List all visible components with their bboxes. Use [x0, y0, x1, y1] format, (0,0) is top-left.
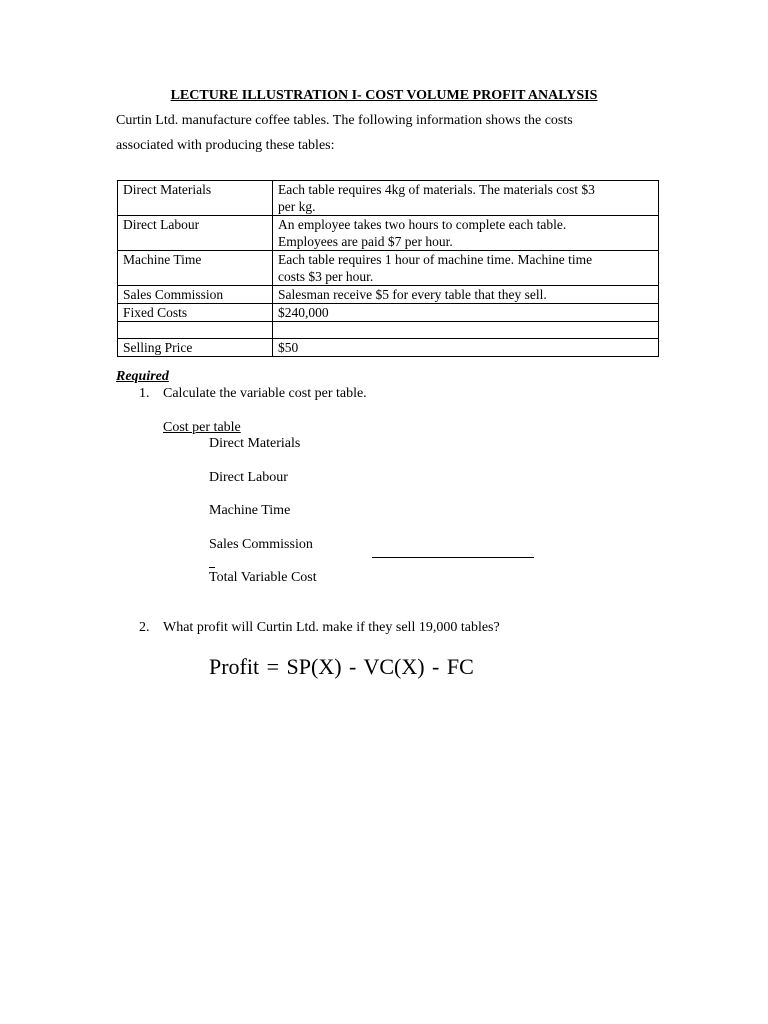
cost-info-table [117, 180, 659, 357]
intro-line-1: Curtin Ltd. manufacture coffee tables. The following information shows the costs [116, 113, 573, 128]
row-description [273, 251, 659, 286]
required-heading: Required [116, 369, 169, 384]
row-label: Direct Materials [118, 181, 273, 216]
intro-line-2: associated with producing these tables: [116, 138, 335, 153]
question-2-text: What profit will Curtin Ltd. make if they sell 19,000 tables? [163, 620, 500, 635]
row-description: $240,000 [273, 304, 659, 322]
description-line: Each table requires 1 hour of machine time. Machine time [278, 252, 593, 267]
total-variable-cost-label: Total Variable Cost [209, 570, 317, 585]
description-line: An employee takes two hours to complete each table. [278, 217, 567, 232]
table-row [118, 251, 659, 286]
table-row [118, 339, 659, 357]
row-description: Salesman receive $5 for every table that they sell. [273, 286, 659, 304]
row-description [273, 216, 659, 251]
profit-formula: Profit = SP(X) - VC(X) - FC [209, 654, 474, 679]
table-row [118, 216, 659, 251]
row-description [273, 181, 659, 216]
table-row [118, 304, 659, 322]
row-label: Sales Commission [118, 286, 273, 304]
cost-per-table-heading: Cost per table [163, 420, 241, 435]
row-label [118, 322, 273, 339]
table-row [118, 181, 659, 216]
description-line: Employees are paid $7 per hour. [278, 234, 453, 249]
description-line: Each table requires 4kg of materials. The materials cost $3 [278, 182, 595, 197]
question-1-text: Calculate the variable cost per table. [163, 386, 367, 401]
table-row [118, 286, 659, 304]
cost-item-direct-labour: Direct Labour [209, 470, 288, 485]
question-1-number: 1. [139, 386, 150, 401]
question-2-number: 2. [139, 620, 150, 635]
row-label: Fixed Costs [118, 304, 273, 322]
divider-mark [209, 567, 215, 568]
row-label: Direct Labour [118, 216, 273, 251]
document-title: LECTURE ILLUSTRATION I- COST VOLUME PROFIT ANALYSIS [170, 88, 598, 103]
cost-item-sales-commission: Sales Commission [209, 537, 313, 552]
table-row-empty [118, 322, 659, 339]
description-line: per kg. [278, 199, 316, 214]
subtotal-line [372, 557, 534, 558]
row-label: Selling Price [118, 339, 273, 357]
cost-item-machine-time: Machine Time [209, 503, 291, 518]
row-description [273, 322, 659, 339]
row-label: Machine Time [118, 251, 273, 286]
row-description: $50 [273, 339, 659, 357]
description-line: costs $3 per hour. [278, 269, 374, 284]
cost-item-direct-materials: Direct Materials [209, 436, 301, 451]
